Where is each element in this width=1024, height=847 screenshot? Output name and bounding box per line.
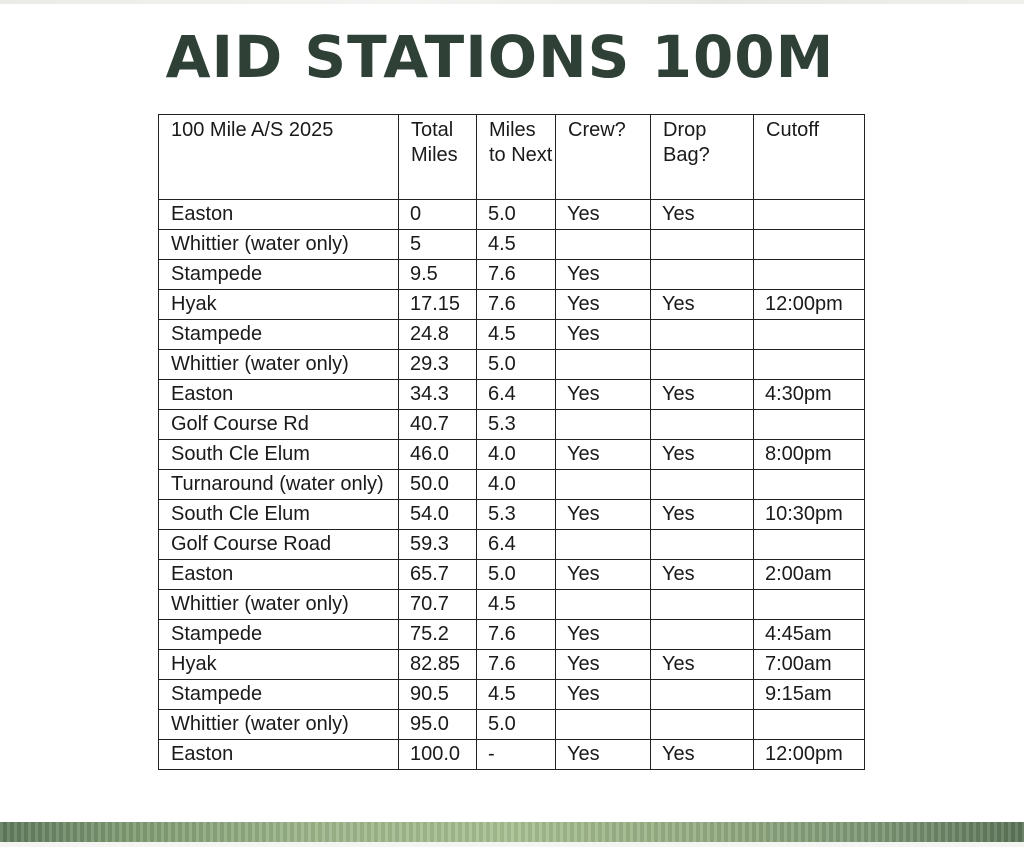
cell-cutoff bbox=[754, 230, 865, 260]
table-row bbox=[159, 380, 865, 410]
cell-station: Golf Course Rd bbox=[159, 410, 399, 440]
table-row bbox=[159, 620, 865, 650]
cell-total-miles: 17.15 bbox=[399, 290, 477, 320]
cell-cutoff: 2:00am bbox=[754, 560, 865, 590]
cell-cutoff bbox=[754, 410, 865, 440]
cell-cutoff: 12:00pm bbox=[754, 290, 865, 320]
cell-miles-to-next: 4.5 bbox=[477, 230, 556, 260]
cell-cutoff bbox=[754, 200, 865, 230]
cell-drop-bag: Yes bbox=[651, 290, 754, 320]
cell-cutoff bbox=[754, 260, 865, 290]
table-row bbox=[159, 200, 865, 230]
table-row bbox=[159, 530, 865, 560]
cell-miles-to-next: 6.4 bbox=[477, 530, 556, 560]
cell-miles-to-next: - bbox=[477, 740, 556, 770]
cell-drop-bag: Yes bbox=[651, 500, 754, 530]
cell-drop-bag: Yes bbox=[651, 560, 754, 590]
header-drop-bag: Drop Bag? bbox=[651, 115, 754, 200]
cell-drop-bag bbox=[651, 530, 754, 560]
cell-cutoff: 10:30pm bbox=[754, 500, 865, 530]
page-title: AID STATIONS 100M bbox=[165, 23, 835, 91]
table-row bbox=[159, 260, 865, 290]
cell-cutoff bbox=[754, 320, 865, 350]
cell-drop-bag bbox=[651, 320, 754, 350]
table-row bbox=[159, 590, 865, 620]
cell-miles-to-next: 5.0 bbox=[477, 350, 556, 380]
cell-cutoff: 12:00pm bbox=[754, 740, 865, 770]
cell-station: Turnaround (water only) bbox=[159, 470, 399, 500]
bottom-edge bbox=[0, 842, 1024, 847]
cell-total-miles: 29.3 bbox=[399, 350, 477, 380]
cell-total-miles: 46.0 bbox=[399, 440, 477, 470]
header-station: 100 Mile A/S 2025 bbox=[159, 115, 399, 200]
cell-cutoff: 4:45am bbox=[754, 620, 865, 650]
table-header-row bbox=[159, 115, 865, 200]
cell-drop-bag bbox=[651, 680, 754, 710]
cell-station: Whittier (water only) bbox=[159, 590, 399, 620]
header-total-miles: Total Miles bbox=[399, 115, 477, 200]
cell-drop-bag: Yes bbox=[651, 380, 754, 410]
cell-station: Hyak bbox=[159, 650, 399, 680]
aid-stations-table bbox=[158, 114, 865, 770]
table-row bbox=[159, 740, 865, 770]
cell-total-miles: 100.0 bbox=[399, 740, 477, 770]
cell-drop-bag bbox=[651, 410, 754, 440]
cell-station: Easton bbox=[159, 560, 399, 590]
cell-crew: Yes bbox=[556, 380, 651, 410]
table-row bbox=[159, 440, 865, 470]
cell-drop-bag: Yes bbox=[651, 650, 754, 680]
header-miles-to-next: Miles to Next bbox=[477, 115, 556, 200]
bottom-grass-strip bbox=[0, 822, 1024, 842]
cell-miles-to-next: 5.3 bbox=[477, 410, 556, 440]
cell-crew: Yes bbox=[556, 200, 651, 230]
cell-station: Stampede bbox=[159, 680, 399, 710]
cell-crew: Yes bbox=[556, 650, 651, 680]
cell-miles-to-next: 5.0 bbox=[477, 200, 556, 230]
cell-crew: Yes bbox=[556, 620, 651, 650]
table-row bbox=[159, 560, 865, 590]
cell-total-miles: 9.5 bbox=[399, 260, 477, 290]
cell-drop-bag: Yes bbox=[651, 200, 754, 230]
cell-station: Stampede bbox=[159, 260, 399, 290]
cell-station: Easton bbox=[159, 740, 399, 770]
cell-crew bbox=[556, 530, 651, 560]
cell-crew: Yes bbox=[556, 440, 651, 470]
cell-total-miles: 70.7 bbox=[399, 590, 477, 620]
cell-crew: Yes bbox=[556, 680, 651, 710]
table-row bbox=[159, 410, 865, 440]
table-row bbox=[159, 470, 865, 500]
cell-drop-bag bbox=[651, 260, 754, 290]
table-row bbox=[159, 500, 865, 530]
cell-crew bbox=[556, 350, 651, 380]
cell-station: Whittier (water only) bbox=[159, 710, 399, 740]
cell-drop-bag: Yes bbox=[651, 440, 754, 470]
cell-miles-to-next: 7.6 bbox=[477, 290, 556, 320]
cell-miles-to-next: 4.5 bbox=[477, 320, 556, 350]
cell-total-miles: 75.2 bbox=[399, 620, 477, 650]
cell-cutoff bbox=[754, 350, 865, 380]
cell-total-miles: 65.7 bbox=[399, 560, 477, 590]
cell-drop-bag bbox=[651, 590, 754, 620]
cell-station: South Cle Elum bbox=[159, 440, 399, 470]
cell-drop-bag bbox=[651, 620, 754, 650]
table-body bbox=[159, 200, 865, 770]
cell-total-miles: 0 bbox=[399, 200, 477, 230]
table-row bbox=[159, 350, 865, 380]
cell-station: Golf Course Road bbox=[159, 530, 399, 560]
cell-total-miles: 95.0 bbox=[399, 710, 477, 740]
cell-total-miles: 82.85 bbox=[399, 650, 477, 680]
cell-miles-to-next: 4.5 bbox=[477, 680, 556, 710]
cell-crew bbox=[556, 410, 651, 440]
cell-total-miles: 90.5 bbox=[399, 680, 477, 710]
cell-miles-to-next: 7.6 bbox=[477, 620, 556, 650]
table-row bbox=[159, 320, 865, 350]
cell-total-miles: 40.7 bbox=[399, 410, 477, 440]
top-texture-strip bbox=[0, 0, 1024, 4]
cell-miles-to-next: 7.6 bbox=[477, 650, 556, 680]
cell-crew: Yes bbox=[556, 290, 651, 320]
cell-station: Whittier (water only) bbox=[159, 230, 399, 260]
cell-crew bbox=[556, 590, 651, 620]
cell-drop-bag bbox=[651, 470, 754, 500]
cell-drop-bag: Yes bbox=[651, 740, 754, 770]
cell-total-miles: 54.0 bbox=[399, 500, 477, 530]
cell-miles-to-next: 5.3 bbox=[477, 500, 556, 530]
cell-miles-to-next: 4.0 bbox=[477, 470, 556, 500]
table-row bbox=[159, 680, 865, 710]
table-row bbox=[159, 290, 865, 320]
cell-drop-bag bbox=[651, 350, 754, 380]
cell-cutoff bbox=[754, 530, 865, 560]
cell-miles-to-next: 5.0 bbox=[477, 710, 556, 740]
cell-station: Hyak bbox=[159, 290, 399, 320]
cell-cutoff: 8:00pm bbox=[754, 440, 865, 470]
cell-cutoff bbox=[754, 590, 865, 620]
cell-station: Easton bbox=[159, 200, 399, 230]
cell-total-miles: 5 bbox=[399, 230, 477, 260]
cell-station: Stampede bbox=[159, 320, 399, 350]
header-cutoff: Cutoff bbox=[754, 115, 865, 200]
cell-cutoff: 7:00am bbox=[754, 650, 865, 680]
cell-cutoff: 9:15am bbox=[754, 680, 865, 710]
cell-drop-bag bbox=[651, 710, 754, 740]
cell-miles-to-next: 7.6 bbox=[477, 260, 556, 290]
cell-total-miles: 24.8 bbox=[399, 320, 477, 350]
cell-total-miles: 59.3 bbox=[399, 530, 477, 560]
cell-station: Whittier (water only) bbox=[159, 350, 399, 380]
table-row bbox=[159, 230, 865, 260]
cell-total-miles: 34.3 bbox=[399, 380, 477, 410]
cell-crew bbox=[556, 230, 651, 260]
table-row bbox=[159, 710, 865, 740]
cell-station: Stampede bbox=[159, 620, 399, 650]
cell-crew bbox=[556, 710, 651, 740]
cell-total-miles: 50.0 bbox=[399, 470, 477, 500]
cell-miles-to-next: 5.0 bbox=[477, 560, 556, 590]
cell-cutoff: 4:30pm bbox=[754, 380, 865, 410]
cell-miles-to-next: 4.0 bbox=[477, 440, 556, 470]
cell-crew: Yes bbox=[556, 560, 651, 590]
cell-crew bbox=[556, 470, 651, 500]
cell-station: South Cle Elum bbox=[159, 500, 399, 530]
cell-crew: Yes bbox=[556, 500, 651, 530]
header-crew: Crew? bbox=[556, 115, 651, 200]
cell-miles-to-next: 6.4 bbox=[477, 380, 556, 410]
cell-crew: Yes bbox=[556, 740, 651, 770]
cell-cutoff bbox=[754, 470, 865, 500]
cell-cutoff bbox=[754, 710, 865, 740]
cell-drop-bag bbox=[651, 230, 754, 260]
table-row bbox=[159, 650, 865, 680]
cell-crew: Yes bbox=[556, 320, 651, 350]
cell-station: Easton bbox=[159, 380, 399, 410]
cell-crew: Yes bbox=[556, 260, 651, 290]
cell-miles-to-next: 4.5 bbox=[477, 590, 556, 620]
